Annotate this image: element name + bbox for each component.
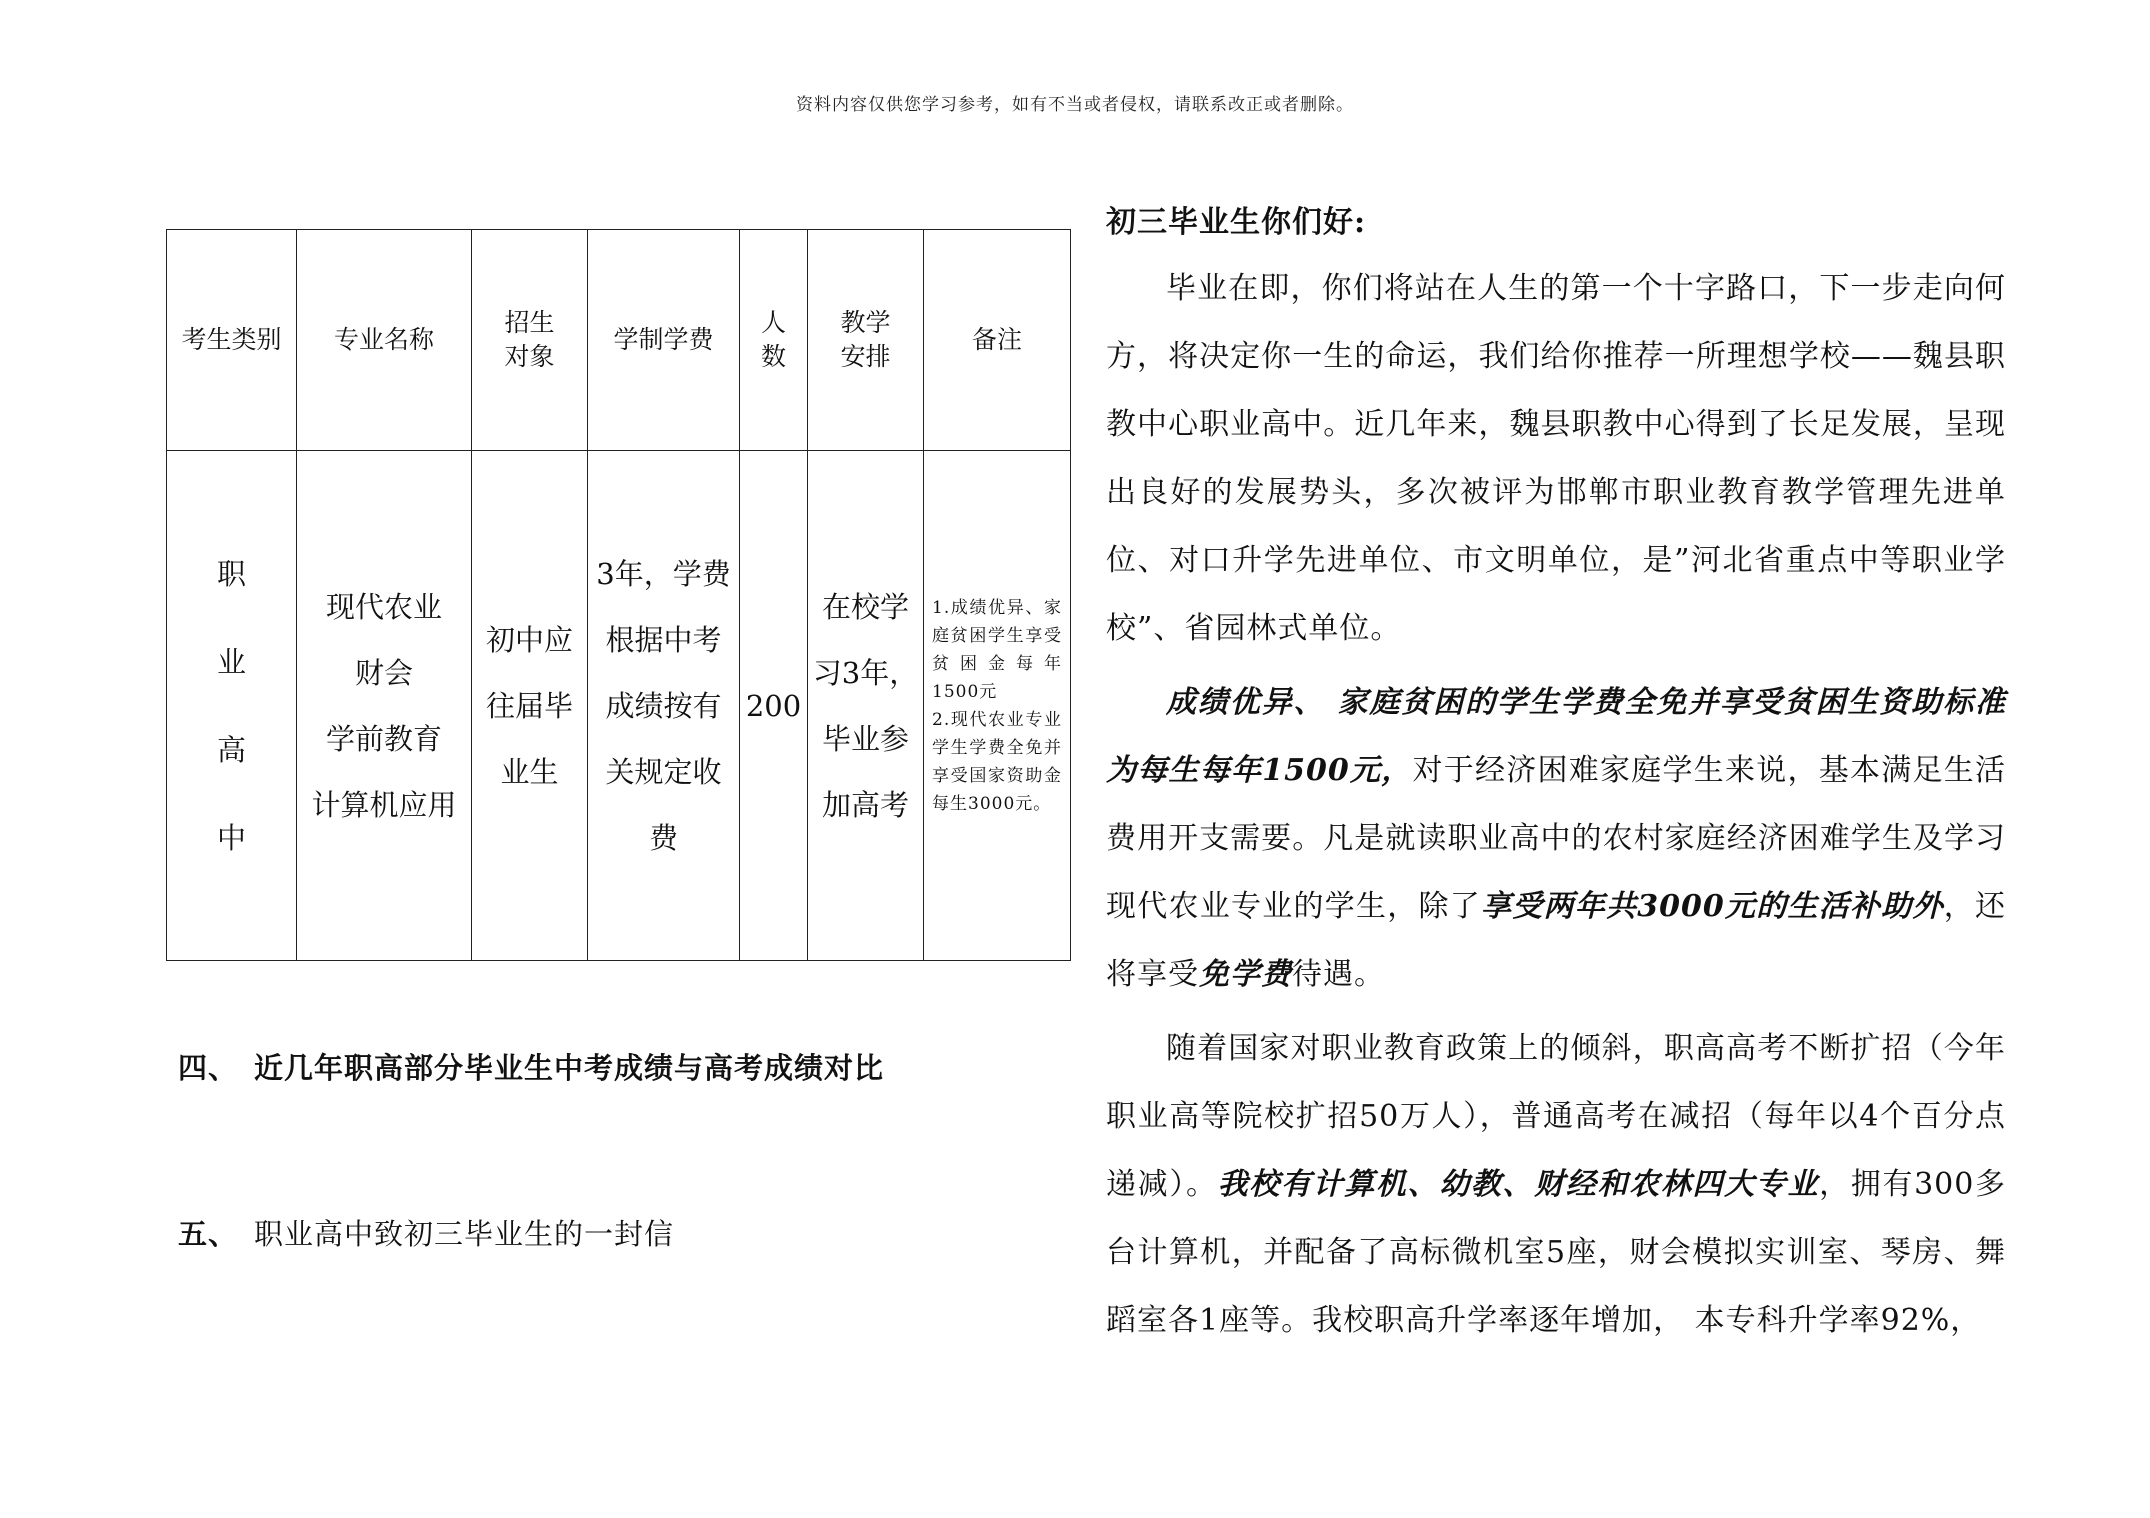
header-arrangement [808, 230, 924, 451]
cell-arrangement [808, 451, 924, 961]
cell-category-char: 业 [216, 644, 246, 679]
cell-category-char: 高 [216, 732, 246, 767]
letter-greeting: 初三毕业生你们好: [1106, 205, 1367, 240]
letter-body [1106, 195, 2006, 1361]
paragraph-text: 待遇。 [1292, 957, 1385, 992]
paragraph-text: ，拥有300多台计算机，并配备了高标微机室5座，财会模拟实训室、琴房、舞蹈室各1座等。我校职高升学率逐年增加， 本专科升学率92%， [1106, 1167, 2007, 1338]
arrangement-line: 毕业参 [821, 721, 909, 756]
section-five-number: 五、 [178, 1217, 239, 1251]
header-remarks: 备注 [924, 230, 1071, 451]
fee-line: 根据中考 [605, 622, 722, 657]
letter-paragraph-2 [1106, 669, 2006, 1009]
major-item: 财会 [354, 655, 413, 690]
paragraph-text: 随着国家对职业教育政策上的倾斜，职高高考不断扩招（今年职业高等院校扩招50万人），普通高考在减招（每年以4个百分点递减）。 [1106, 1031, 2006, 1202]
table-header-row [167, 230, 1071, 451]
fee-line: 费 [648, 820, 678, 855]
cell-category [167, 451, 297, 961]
header-fee: 学制学费 [588, 230, 740, 451]
paragraph-text: ，还将享受 [1106, 889, 2006, 992]
cell-fee [588, 451, 740, 961]
header-major: 专业名称 [297, 230, 472, 451]
cell-category-char: 中 [216, 820, 246, 855]
major-item: 现代农业 [325, 589, 442, 624]
major-item: 学前教育 [325, 721, 442, 756]
arrangement-line: 加高考 [821, 787, 909, 822]
section-four-heading [178, 1046, 884, 1087]
target-line: 业生 [500, 754, 559, 789]
letter-paragraph-1: 毕业在即，你们将站在人生的第一个十字路口，下一步走向何方，将决定你一生的命运，我们给你推荐一所理想学校——魏县职教中心职业高中。近几年来，魏县职教中心得到了长足发展，呈现出良好的发展势头，多次被评为邯郸市职业教育教学管理先进单位、对口升学先进单位、市文明单位，是”河北省重点中等职业学校”、省园林式单位。 [1106, 271, 2006, 646]
header-count [740, 230, 808, 451]
cell-count: 200 [740, 451, 808, 961]
cell-remarks [924, 451, 1071, 961]
emphasis-text: 享受两年共3000元的生活补助外 [1481, 889, 1944, 924]
target-line: 往届毕 [485, 688, 573, 723]
header-category: 考生类别 [167, 230, 297, 451]
remark-item: 1.成绩优异、家庭贫困学生享受贫困金每年1500元 [932, 597, 1062, 702]
header-target-line: 对象 [504, 342, 555, 371]
fee-line: 3年，学费 [596, 556, 731, 591]
table-row [167, 451, 1071, 961]
arrangement-line: 在校学 [821, 589, 909, 624]
section-four-number: 四、 [178, 1051, 239, 1085]
enrollment-table [166, 229, 1071, 961]
disclaimer-note: 资料内容仅供您学习参考，如有不当或者侵权，请联系改正或者删除。 [796, 95, 1354, 115]
fee-line: 关规定收 [605, 754, 722, 789]
section-five-heading [178, 1212, 674, 1253]
cell-category-char: 职 [216, 556, 246, 591]
paragraph-text: 对于经济困难家庭学生来说，基本满足生活费用开支需要。凡是就读职业高中的农村家庭经济困难学生及学习现代农业专业的学生，除了 [1106, 753, 2006, 924]
cell-target [472, 451, 588, 961]
header-count-line: 数 [760, 342, 786, 371]
major-item: 计算机应用 [311, 787, 457, 822]
section-four-title: 近几年职高部分毕业生中考成绩与高考成绩对比 [254, 1051, 885, 1085]
emphasis-text: 成绩优异、 家庭贫困的学生学费全免并享受贫困生资助标准为每生每年1500元， [1106, 685, 2006, 788]
section-five-title: 职业高中致初三毕业生的一封信 [254, 1217, 675, 1251]
header-target-line: 招生 [504, 308, 555, 337]
header-arrangement-line: 教学 [840, 308, 891, 337]
header-arrangement-line: 安排 [840, 342, 891, 371]
header-count-line: 人 [760, 308, 786, 337]
emphasis-text: 免学费 [1199, 957, 1292, 992]
emphasis-text: 我校有计算机、幼教、财经和农林四大专业 [1217, 1167, 1820, 1202]
target-line: 初中应 [485, 622, 573, 657]
cell-majors [297, 451, 472, 961]
remark-item: 2.现代农业专业学生学费全免并享受国家资助金每生3000元。 [932, 709, 1062, 814]
fee-line: 成绩按有 [605, 688, 722, 723]
arrangement-line: 习3年， [812, 655, 919, 690]
header-target [472, 230, 588, 451]
letter-paragraph-3 [1106, 1015, 2006, 1355]
